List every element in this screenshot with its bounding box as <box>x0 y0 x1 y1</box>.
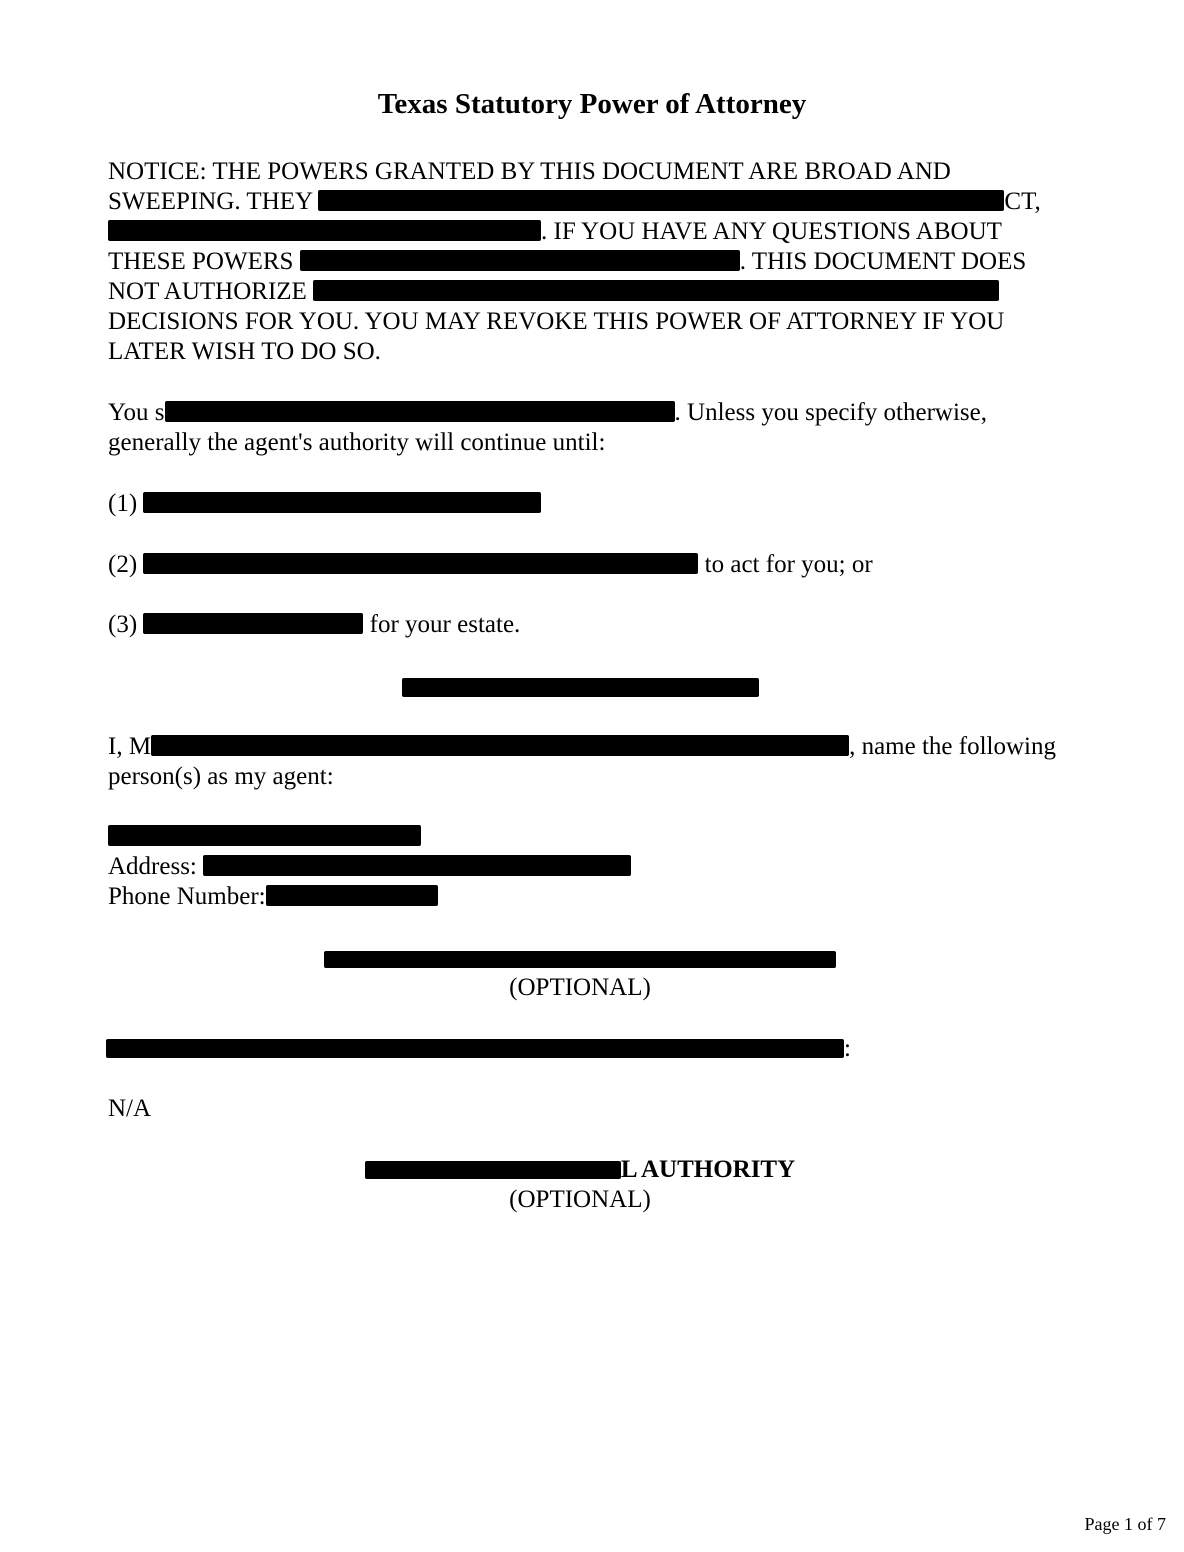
redaction-bar <box>324 951 836 968</box>
item-3 <box>108 610 520 640</box>
page-number: Page 1 of 7 <box>1084 1514 1166 1534</box>
intro-line-2: generally the agent's authority will continue until: <box>108 429 606 456</box>
successor-line <box>106 1034 851 1064</box>
redaction-bar <box>143 553 698 574</box>
agent-address-line <box>108 852 631 882</box>
successor-optional: (OPTIONAL) <box>509 974 651 1001</box>
redaction-bar <box>108 825 421 846</box>
intro-line-1 <box>108 398 987 428</box>
redaction-bar <box>402 678 759 697</box>
notice-line-7: LATER WISH TO DO SO. <box>108 338 381 365</box>
item-text: for your estate. <box>363 611 521 638</box>
designation-text: I, M <box>108 733 152 760</box>
agent-phone-line <box>108 882 438 912</box>
notice-text: . THIS DOCUMENT DOES <box>739 248 1027 275</box>
item-number: (3) <box>108 611 144 638</box>
notice-line-6: DECISIONS FOR YOU. YOU MAY REVOKE THIS POWER OF ATTORNEY IF YOU <box>108 308 1005 335</box>
successor-colon: : <box>844 1035 851 1062</box>
redaction-bar <box>151 735 849 756</box>
notice-line-2 <box>108 187 1041 217</box>
intro-text: You s <box>108 399 165 426</box>
item-number: (2) <box>108 551 144 578</box>
redaction-bar <box>165 401 675 422</box>
redaction-bar <box>106 1039 844 1058</box>
document-title: Texas Statutory Power of Attorney <box>377 88 807 120</box>
redaction-bar <box>313 280 999 301</box>
general-authority-optional: (OPTIONAL) <box>509 1186 651 1213</box>
successor-value: N/A <box>108 1095 152 1122</box>
notice-text: NOT AUTHORIZE <box>108 278 314 305</box>
item-1 <box>108 489 541 519</box>
notice-line-3 <box>108 217 1002 247</box>
redaction-bar <box>266 885 438 906</box>
redaction-bar <box>318 190 1004 211</box>
notice-line-4 <box>108 247 1026 277</box>
notice-text: CT, <box>1004 188 1041 215</box>
notice-line-5 <box>108 277 999 307</box>
item-2 <box>108 550 873 580</box>
agent-name-line <box>108 822 421 852</box>
notice-line-1: NOTICE: THE POWERS GRANTED BY THIS DOCUMENT ARE BROAD AND <box>108 158 951 185</box>
redaction-bar <box>203 855 631 876</box>
designation-line-2: person(s) as my agent: <box>108 763 334 790</box>
designation-text: , name the following <box>849 733 1056 760</box>
phone-label: Phone Number: <box>108 883 266 910</box>
item-text: to act for you; or <box>698 551 873 578</box>
notice-text: SWEEPING. THEY <box>108 188 319 215</box>
redaction-bar <box>108 220 541 241</box>
redaction-bar <box>143 613 363 634</box>
intro-text: . Unless you specify otherwise, <box>674 399 987 426</box>
address-label: Address: <box>108 853 204 880</box>
redaction-bar <box>143 492 541 513</box>
redaction-bar <box>300 250 740 271</box>
designation-line-1 <box>108 732 1056 762</box>
general-authority-heading <box>0 1155 1160 1185</box>
redaction-bar <box>365 1161 621 1179</box>
successor-heading <box>0 944 1160 974</box>
designation-heading <box>0 673 1160 703</box>
notice-text: THESE POWERS <box>108 248 300 275</box>
notice-text: . IF YOU HAVE ANY QUESTIONS ABOUT <box>541 218 1002 245</box>
general-authority-heading-text: L AUTHORITY <box>620 1156 796 1183</box>
item-number: (1) <box>108 490 144 517</box>
